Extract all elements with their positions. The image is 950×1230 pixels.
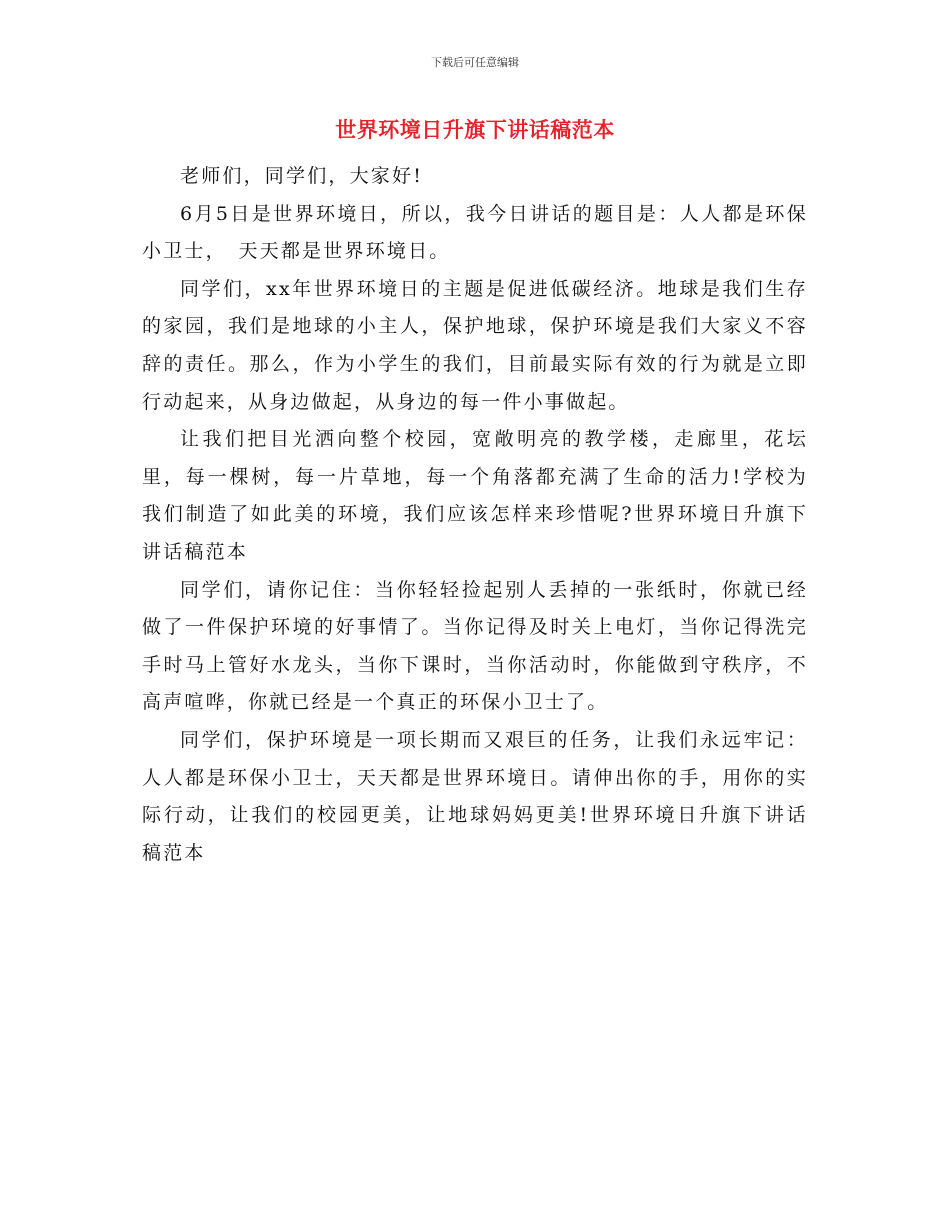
paragraph-closing: 同学们，保护环境是一项长期而又艰巨的任务，让我们永远牢记：人人都是环保小卫士，天天都是世界环境日。请伸出你的手，用你的实际行动，让我们的校园更美，让地球妈妈更美!世界环境日升旗下讲话稿范本 — [142, 728, 808, 864]
header-note: 下载后可任意编辑 — [431, 56, 519, 69]
document-title: 世界环境日升旗下讲话稿范本 — [335, 118, 615, 142]
paragraph-campus: 让我们把目光洒向整个校园，宽敞明亮的教学楼，走廊里，花坛里，每一棵树，每一片草地，每一个角落都充满了生命的活力!学校为我们制造了如此美的环境，我们应该怎样来珍惜呢?世界环境日升旗下讲话稿范本 — [142, 428, 808, 563]
paragraph-greeting: 老师们，同学们，大家好! — [180, 165, 424, 187]
paragraph-topic: 6月5日是世界环境日，所以，我今日讲话的题目是：人人都是环保小卫士， 天天都是世界环境日。 — [142, 202, 808, 263]
document-body — [142, 158, 808, 872]
paragraph-remember: 同学们，请你记住：当你轻轻捡起别人丢掉的一张纸时，你就已经做了一件保护环境的好事情了。当你记得及时关上电灯，当你记得洗完手时马上管好水龙头，当你下课时，当你活动时，你能做到守秩序，不高声喧哗，你就已经是一个真正的环保小卫士了。 — [142, 578, 808, 714]
paragraph-theme: 同学们，xx年世界环境日的主题是促进低碳经济。地球是我们生存的家园，我们是地球的小主人，保护地球，保护环境是我们大家义不容辞的责任。那么，作为小学生的我们，目前最实际有效的行为就是立即行动起来，从身边做起，从身边的每一件小事做起。 — [142, 277, 808, 413]
